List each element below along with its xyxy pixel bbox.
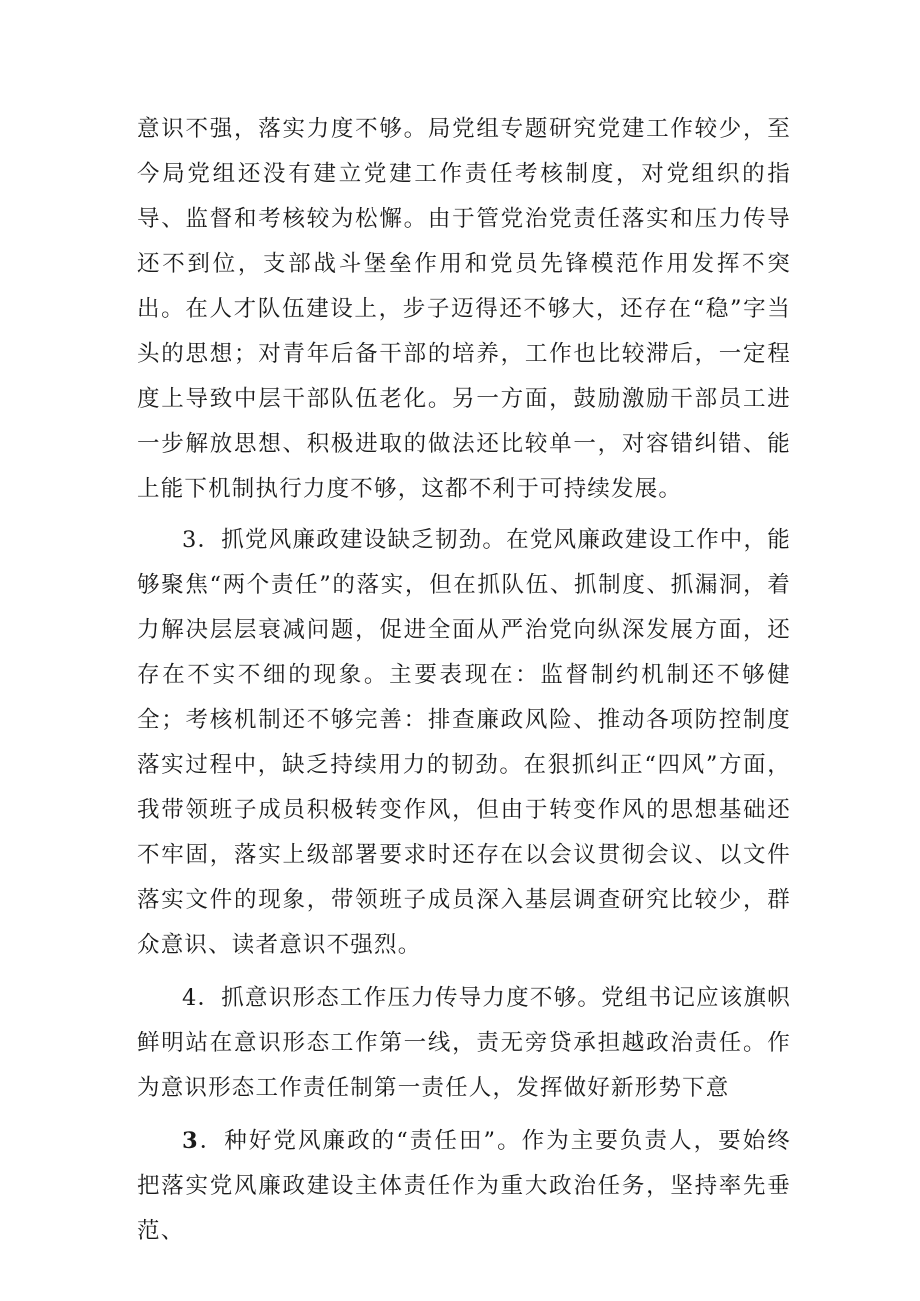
document-body bbox=[137, 107, 791, 1254]
paragraph-continuation: 意识不强，落实力度不够。局党组专题研究党建工作较少，至今局党组还没有建立党建工作责任考核制度，对党组织的指导、监督和考核较为松懈。由于管党治党责任落实和压力传导还不到位，支部战斗堡垒作用和党员先锋模范作用发挥不突出。在人才队伍建设上，步子迈得还不够大，还存在“稳”字当头的思想；对青年后备干部的培养，工作也比较滞后，一定程度上导致中层干部队伍老化。另一方面，鼓励激励干部员工进一步解放思想、积极进取的做法还比较单一，对容错纠错、能上能下机制执行力度不够，这都不利于可持续发展。 bbox=[137, 116, 791, 502]
paragraph-number: 3 bbox=[182, 1128, 199, 1154]
paragraph-responsibility-field bbox=[137, 1119, 791, 1254]
paragraph-text: ．种好党风廉政的“责任田”。作为主要负责人，要始终把落实党风廉政建设主体责任作为重大政治任务，坚持率先垂范、 bbox=[137, 1128, 791, 1244]
paragraph-item-3-discipline: 3．抓党风廉政建设缺乏韧劲。在党风廉政建设工作中，能够聚焦“两个责任”的落实，但在抓队伍、抓制度、抓漏洞，着力解决层层衰减问题，促进全面从严治党向纵深发展方面，还存在不实不细的现象。主要表现在：监督制约机制还不够健全；考核机制还不够完善：排查廉政风险、推动各项防控制度落实过程中，缺乏持续用力的韧劲。在狠抓纠正“四风”方面，我带领班子成员积极转变作风，但由于转变作风的思想基础还不牢固，落实上级部署要求时还存在以会议贯彻会议、以文件落实文件的现象，带领班子成员深入基层调查研究比较少，群众意识、读者意识不强烈。 bbox=[137, 527, 791, 958]
paragraph-item-4-ideology: 4．抓意识形态工作压力传导力度不够。党组书记应该旗帜鲜明站在意识形态工作第一线，责无旁贷承担越政治责任。作为意识形态工作责任制第一责任人，发挥做好新形势下意 bbox=[137, 985, 791, 1101]
